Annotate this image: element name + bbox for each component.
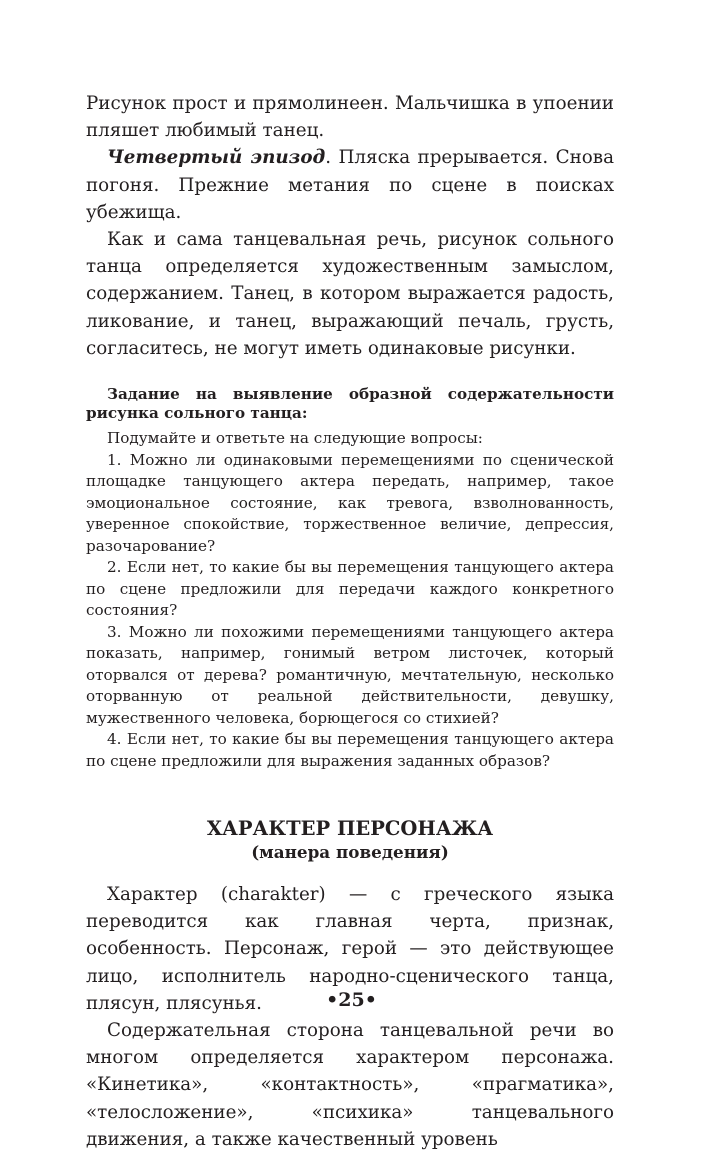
episode-label: Четвертый эпизод: [107, 147, 326, 169]
paragraph-intro-1: Рисунок прост и прямолинеен. Мальчишка в упоении пляшет любимый танец.: [86, 93, 614, 142]
task-intro: Подумайте и ответьте на следующие вопросы:: [107, 429, 483, 448]
paragraph-character-1: Характер (charakter) — с греческого языка переводится как главная черта, признак, особенность. Персонаж, герой — это действующее лицо, исполнитель народно-сценического танца, плясун, плясунья.: [86, 884, 614, 1014]
task-question-1: 1. Можно ли одинаковыми перемещениями по сценической площадке танцующего актера передать, например, такое эмоциональное состояние, как тревога, взволнованность, уверенное спокойствие, торжественное величие, депрессия, разочарование?: [86, 450, 614, 555]
task-question-3: 3. Можно ли похожими перемещениями танцующего актера показать, например, гонимый ветром листочек, который оторвался от дерева? романтичную, мечтательную, несколько оторванную от реальной действительности, девушку, мужественного человека, борющегося со стихией?: [86, 622, 614, 727]
task-question-2: 2. Если нет, то какие бы вы перемещения танцующего актера по сцене предложили для передачи каждого конкретного состояния?: [86, 558, 614, 620]
task-block: [86, 385, 614, 772]
page-number: •25•: [326, 989, 377, 1011]
task-heading: Задание на выявление образной содержательности рисунка сольного танца:: [86, 385, 614, 422]
paragraph-intro-3: Как и сама танцевальная речь, рисунок сольного танца определяется художественным замыслом, содержанием. Танец, в котором выражается радость, ликование, и танец, выражающий печаль, грусть, согласитесь, не могут иметь одинаковые рисунки.: [86, 229, 614, 359]
paragraph-fourth-episode: [86, 144, 614, 226]
section-subtitle: (манера поведения): [251, 842, 449, 863]
task-question-4: 4. Если нет, то какие бы вы перемещения танцующего актера по сцене предложили для выражения заданных образов?: [86, 730, 614, 770]
section-title: ХАРАКТЕР ПЕРСОНАЖА: [206, 817, 494, 841]
episode-text: . Пляска прерывается. Снова погоня. Прежние метания по сцене в поисках убежища.: [86, 147, 614, 223]
paragraph-character-2: Содержательная сторона танцевальной речи во многом определяется характером персонажа. «Кинетика», «контактность», «прагматика», «телосложение», «психика» танцевального движения, а также качественный уровень: [86, 1020, 614, 1150]
